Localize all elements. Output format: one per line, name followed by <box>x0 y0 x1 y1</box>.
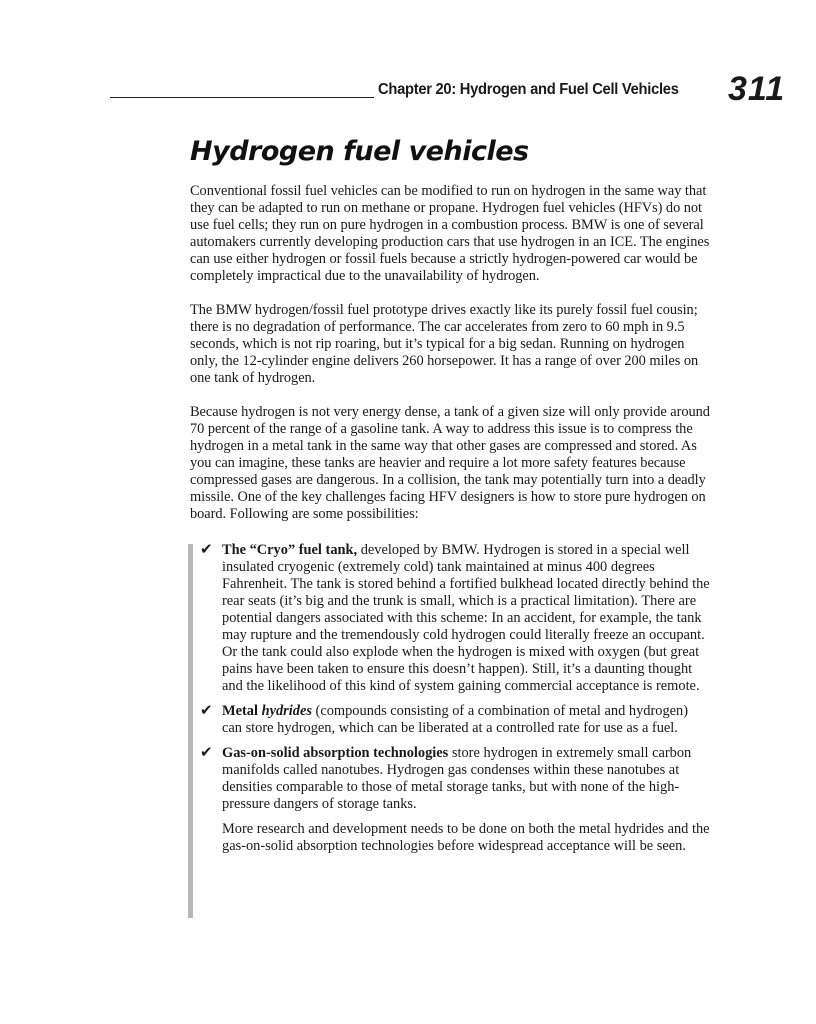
header-rule <box>110 97 374 98</box>
bullet-text: store hydrogen in extremely small carbon manifolds called nanotubes. Hydrogen gas condenses within these nanotubes at densities comparable to those of metal storage tanks, but with none of the high-pressure dangers of storage tanks. <box>222 745 692 812</box>
section-heading: Hydrogen fuel vehicles <box>190 136 529 167</box>
paragraph: Because hydrogen is not very energy dense, a tank of a given size will only provide around 70 percent of the range of a gasoline tank. A way to address this issue is to compress the hydrogen in a metal tank in the same way that other gases are compressed and stored. As you can imagine, these tanks are heavier and require a lot more safety features because compressed gases are dangerous. In a collision, the tank may potentially turn into a deadly missile. One of the key challenges facing HFV designers is how to store pure hydrogen on board. Following are some possibilities: <box>190 404 710 522</box>
paragraph: Conventional fossil fuel vehicles can be modified to run on hydrogen in the same way that they can be adapted to run on methane or propane. Hydrogen fuel vehicles (HFVs) do not use fuel cells; they run on pure hydrogen in a combustion process. BMW is one of several automakers currently developing production cars that use hydrogen in an ICE. The engines can use either hydrogen or fossil fuels because a strictly hydrogen-powered car would be completely impractical due to the unavailability of hydrogen. <box>190 183 710 284</box>
page-number: 311 <box>728 70 786 108</box>
check-icon: ✔ <box>200 701 213 719</box>
chapter-title: Chapter 20: Hydrogen and Fuel Cell Vehicles <box>378 81 679 98</box>
list-item <box>190 745 710 813</box>
bullet-lead: Metal <box>222 703 262 719</box>
check-icon: ✔ <box>200 743 213 761</box>
bullet-lead-italic: hydrides <box>261 703 312 719</box>
paragraph: The BMW hydrogen/fossil fuel prototype drives exactly like its purely fossil fuel cousin; there is no degradation of performance. The car accelerates from zero to 60 mph in 9.5 seconds, which is not rip roaring, but it’s typical for a big sedan. Running on hydrogen only, the 12-cylinder engine delivers 260 horsepower. It has a range of over 200 miles on one tank of hydrogen. <box>190 302 699 386</box>
list-item <box>190 703 710 737</box>
check-icon: ✔ <box>200 540 213 558</box>
bullet-lead: The “Cryo” fuel tank, <box>222 542 358 558</box>
running-header <box>110 72 796 112</box>
bullet-lead: Gas-on-solid absorption technologies <box>222 745 449 761</box>
list-item <box>190 542 710 695</box>
bullet-text: (compounds consisting of a combination of metal and hydrogen) can store hydrogen, which can be liberated at a controlled rate for use as a fuel. <box>222 703 689 736</box>
bullet-text: developed by BMW. Hydrogen is stored in a special well insulated cryogenic (extremely cold) tank maintained at minus 400 degrees Fahrenheit. The tank is stored behind a fortified bulkhead located directly behind the rear seats (it’s big and the trunk is small, which is a practical limitation). There are potential dangers associated with this scheme: In an accident, for example, the tank may rupture and the tremendously cold hydrogen could literally freeze an occupant. Or the tank could also explode when the hydrogen is mixed with oxygen (but great pains have been taken to ensure this doesn’t happen). Still, it’s a daunting thought and the likelihood of this kind of system gaining commercial acceptance is remote. <box>222 542 710 694</box>
bullet-list <box>190 540 710 855</box>
page-content <box>190 136 710 855</box>
closing-paragraph: More research and development needs to be done on both the metal hydrides and the gas-on-solid absorption technologies before widespread acceptance will be seen. <box>222 821 710 854</box>
